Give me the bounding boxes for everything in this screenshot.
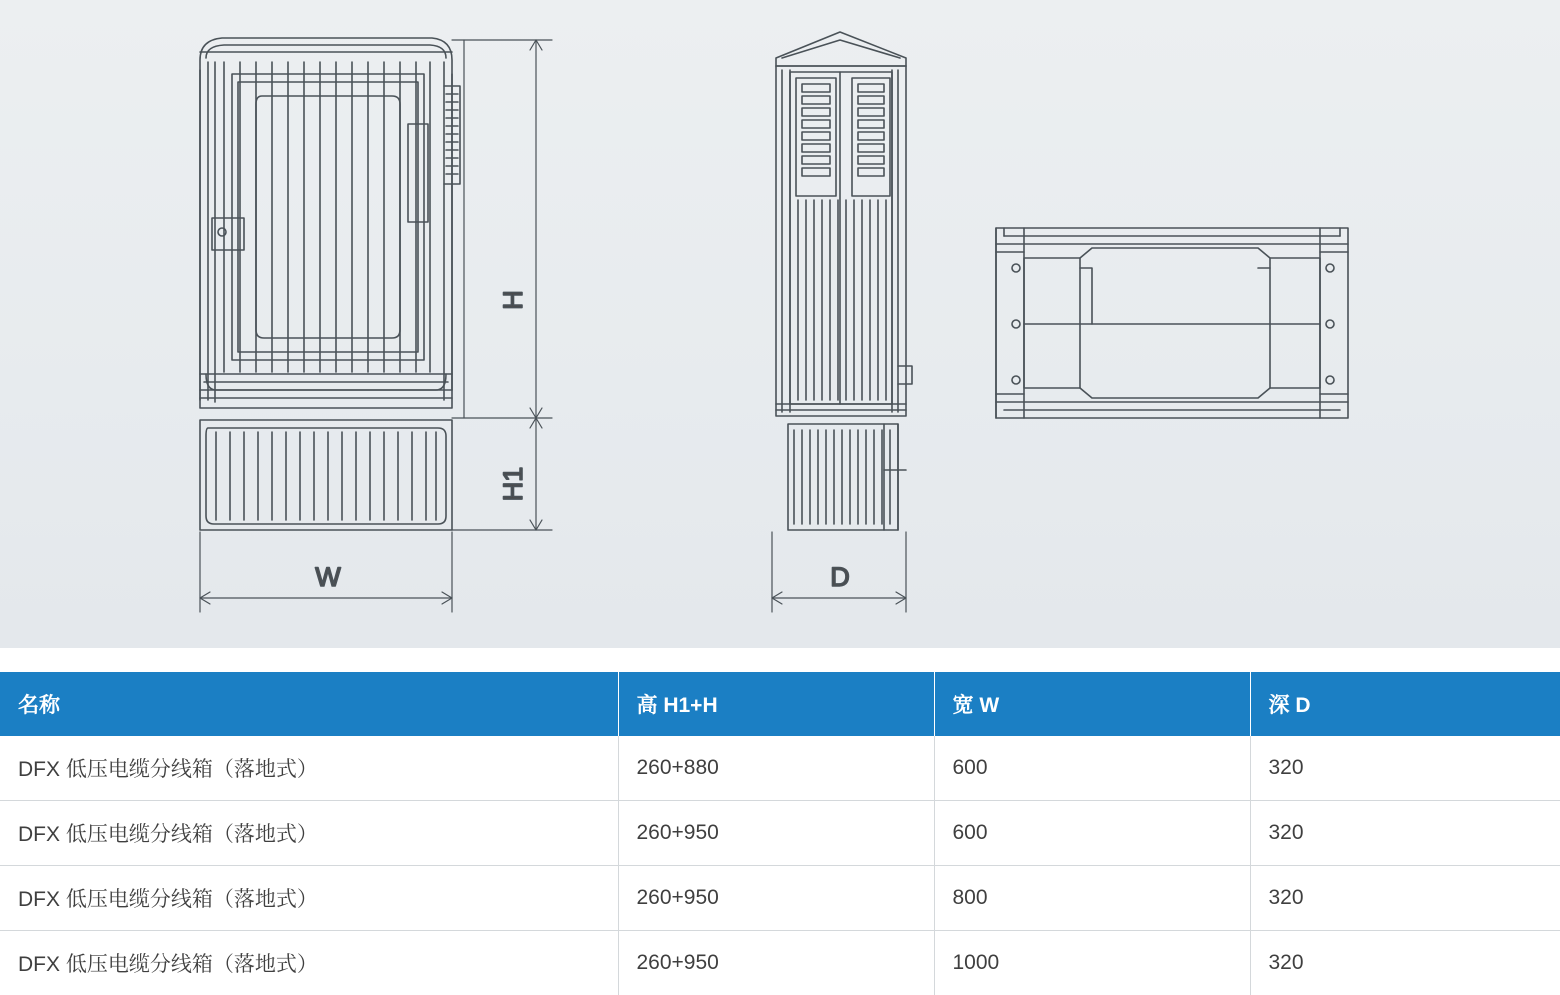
cell-width: 600: [934, 801, 1250, 866]
dimension-label-H1: H1: [498, 467, 528, 502]
cell-name: DFX 低压电缆分线箱（落地式）: [0, 866, 618, 931]
cell-width: 800: [934, 866, 1250, 931]
cell-depth: 320: [1250, 866, 1560, 931]
dimension-label-W: W: [315, 562, 341, 592]
cell-depth: 320: [1250, 801, 1560, 866]
cell-depth: 320: [1250, 736, 1560, 801]
front-view-drawing: [200, 38, 460, 530]
cell-height: 260+950: [618, 801, 934, 866]
cell-width: 1000: [934, 931, 1250, 995]
table-row: [0, 866, 1560, 931]
cell-name: DFX 低压电缆分线箱（落地式）: [0, 801, 618, 866]
table-header-row: [0, 672, 1560, 736]
column-header-name: 名称: [0, 672, 618, 736]
cell-name: DFX 低压电缆分线箱（落地式）: [0, 736, 618, 801]
column-header-height: 高 H1+H: [618, 672, 934, 736]
cell-depth: 320: [1250, 931, 1560, 995]
front-view-dimensions: [200, 40, 552, 612]
cell-width: 600: [934, 736, 1250, 801]
specification-table: [0, 672, 1560, 995]
column-header-width: 宽 W: [934, 672, 1250, 736]
top-view-drawing: [996, 228, 1348, 418]
table-row: [0, 931, 1560, 995]
cell-height: 260+880: [618, 736, 934, 801]
table-row: [0, 801, 1560, 866]
side-view-drawing: [776, 32, 912, 530]
table-row: [0, 736, 1560, 801]
cell-height: 260+950: [618, 931, 934, 995]
cell-height: 260+950: [618, 866, 934, 931]
cell-name: DFX 低压电缆分线箱（落地式）: [0, 931, 618, 995]
dimension-label-H: H: [498, 290, 528, 310]
column-header-depth: 深 D: [1250, 672, 1560, 736]
dimension-label-D: D: [830, 562, 850, 592]
